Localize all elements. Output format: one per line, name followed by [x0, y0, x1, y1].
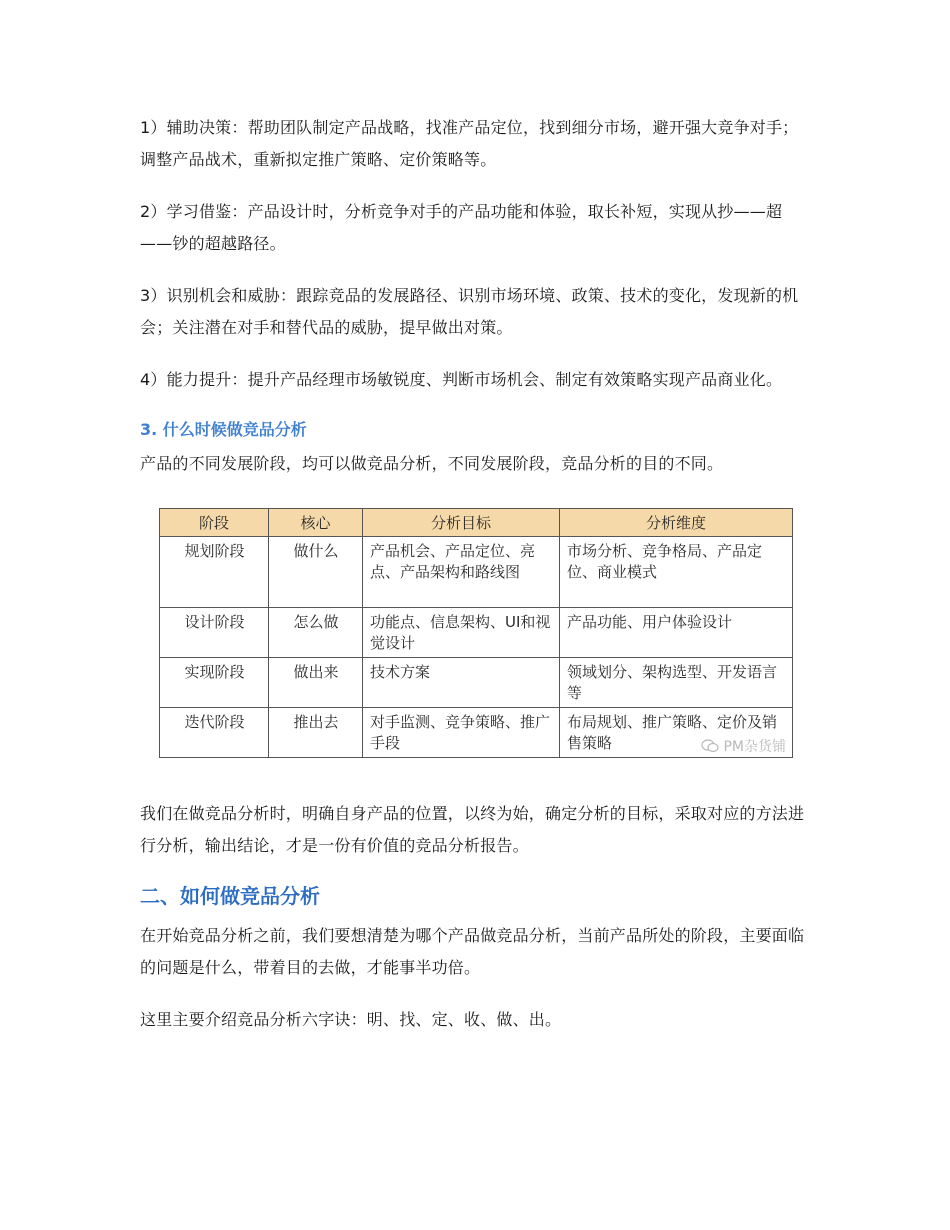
table-row: [160, 708, 793, 758]
watermark-text: PM杂货铺: [723, 739, 786, 755]
table-cell: 设计阶段: [160, 608, 269, 658]
paragraph-summary: 我们在做竞品分析时，明确自身产品的位置，以终为始，确定分析的目标，采取对应的方法进行分析，输出结论，才是一份有价值的竞品分析报告。: [140, 804, 805, 855]
table-cell: 功能点、信息架构、UI和视觉设计: [363, 608, 560, 658]
table-row: [160, 608, 793, 658]
stage-table: [159, 508, 793, 758]
stage-table-image: [159, 508, 792, 758]
table-cell: 产品机会、产品定位、亮点、产品架构和路线图: [363, 537, 560, 608]
table-cell: 市场分析、竞争格局、产品定位、商业模式: [560, 537, 793, 608]
table-cell: 对手监测、竞争策略、推广手段: [363, 708, 560, 758]
paragraph-ability: 4）能力提升：提升产品经理市场敏锐度、判断市场机会、制定有效策略实现产品商业化。: [140, 370, 783, 389]
section-heading-when: 3. 什么时候做竞品分析: [140, 420, 307, 439]
table-header-cell: 分析维度: [560, 509, 793, 537]
article-body: [140, 112, 810, 1056]
table-cell: 推出去: [269, 708, 363, 758]
table-cell: 做出来: [269, 658, 363, 708]
paragraph-opportunity: 3）识别机会和威胁：跟踪竞品的发展路径、识别市场环境、政策、技术的变化，发现新的机会；关注潜在对手和替代品的威胁，提早做出对策。: [140, 286, 799, 337]
watermark: [701, 736, 786, 756]
paragraph-decision: 1）辅助决策：帮助团队制定产品战略，找准产品定位，找到细分市场，避开强大竞争对手；调整产品战术，重新拟定推广策略、定价策略等。: [140, 118, 799, 169]
table-cell: 迭代阶段: [160, 708, 269, 758]
table-header-cell: 分析目标: [363, 509, 560, 537]
table-cell: 领域划分、架构选型、开发语言等: [560, 658, 793, 708]
table-cell: 技术方案: [363, 658, 560, 708]
table-cell: 怎么做: [269, 608, 363, 658]
table-row: [160, 658, 793, 708]
table-cell: 产品功能、用户体验设计: [560, 608, 793, 658]
table-header-row: [160, 509, 793, 537]
section-intro: 产品的不同发展阶段，均可以做竞品分析，不同发展阶段，竞品分析的目的不同。: [140, 454, 724, 473]
table-cell: 实现阶段: [160, 658, 269, 708]
section-heading-how: 二、如何做竞品分析: [140, 884, 320, 908]
table-cell: 布局规划、推广策略、定价及销售策略: [560, 708, 793, 758]
table-header-cell: 核心: [269, 509, 363, 537]
table-row: [160, 537, 793, 608]
table-cell: 规划阶段: [160, 537, 269, 608]
paragraph-before-analysis: 在开始竞品分析之前，我们要想清楚为哪个产品做竞品分析，当前产品所处的阶段，主要面临的问题是什么，带着目的去做，才能事半功倍。: [140, 926, 805, 977]
paragraph-learning: 2）学习借鉴：产品设计时，分析竞争对手的产品功能和体验，取长补短，实现从抄——超——钞的超越路径。: [140, 202, 783, 253]
table-header-cell: 阶段: [160, 509, 269, 537]
wechat-icon: [701, 739, 719, 753]
table-cell: 做什么: [269, 537, 363, 608]
paragraph-six-words: 这里主要介绍竞品分析六字诀：明、找、定、收、做、出。: [140, 1010, 562, 1029]
